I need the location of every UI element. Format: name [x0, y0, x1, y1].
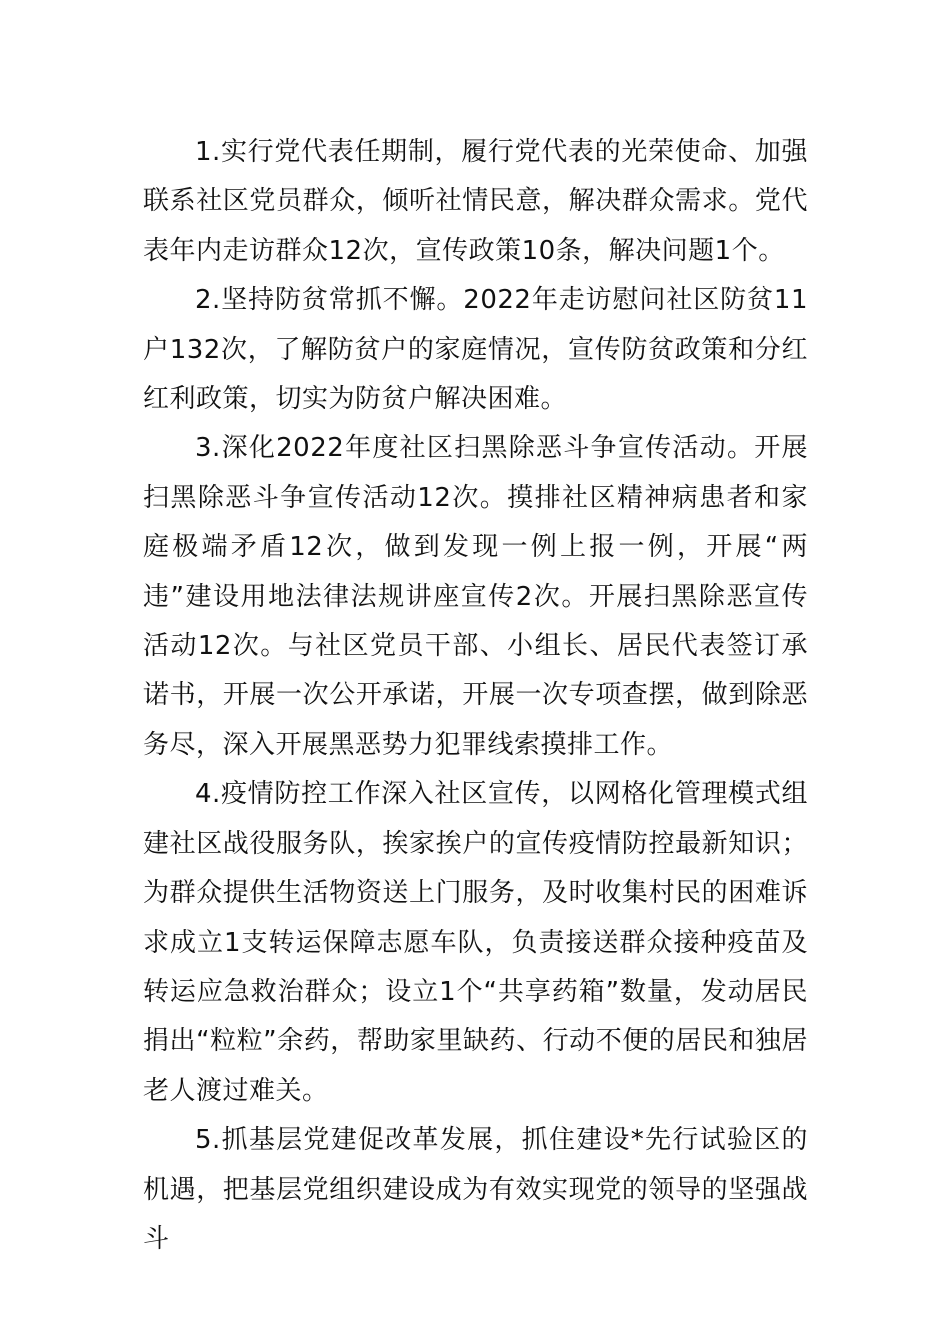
- paragraph-2: 2.坚持防贫常抓不懈。2022年走访慰问社区防贫11户132次，了解防贫户的家庭情况，宣传防贫政策和分红红利政策，切实为防贫户解决困难。: [143, 285, 808, 415]
- paragraph-1: 1.实行党代表任期制，履行党代表的光荣使命、加强联系社区党员群众，倾听社情民意，解决群众需求。党代表年内走访群众12次，宣传政策10条，解决问题1个。: [143, 137, 808, 266]
- paragraph-3: 3.深化2022年度社区扫黑除恶斗争宣传活动。开展扫黑除恶斗争宣传活动12次。摸排社区精神病患者和家庭极端矛盾12次，做到发现一例上报一例，开展“两违”建设用地法律法规讲座宣传2次。开展扫黑除恶宣传活动12次。与社区党员干部、小组长、居民代表签订承诺书，开展一次公开承诺，开展一次专项查摆，做到除恶务尽，深入开展黑恶势力犯罪线索摸排工作。: [143, 433, 808, 760]
- document-body: [143, 128, 808, 1264]
- paragraph-5: 5.抓基层党建促改革发展，抓住建设*先行试验区的机遇，把基层党组织建设成为有效实现党的领导的坚强战斗: [143, 1125, 808, 1254]
- paragraph-4: 4.疫情防控工作深入社区宣传，以网格化管理模式组建社区战役服务队，挨家挨户的宣传疫情防控最新知识；为群众提供生活物资送上门服务，及时收集村民的困难诉求成立1支转运保障志愿车队，负责接送群众接种疫苗及转运应急救治群众；设立1个“共享药箱”数量，发动居民捐出“粒粒”余药，帮助家里缺药、行动不便的居民和独居老人渡过难关。: [143, 779, 808, 1106]
